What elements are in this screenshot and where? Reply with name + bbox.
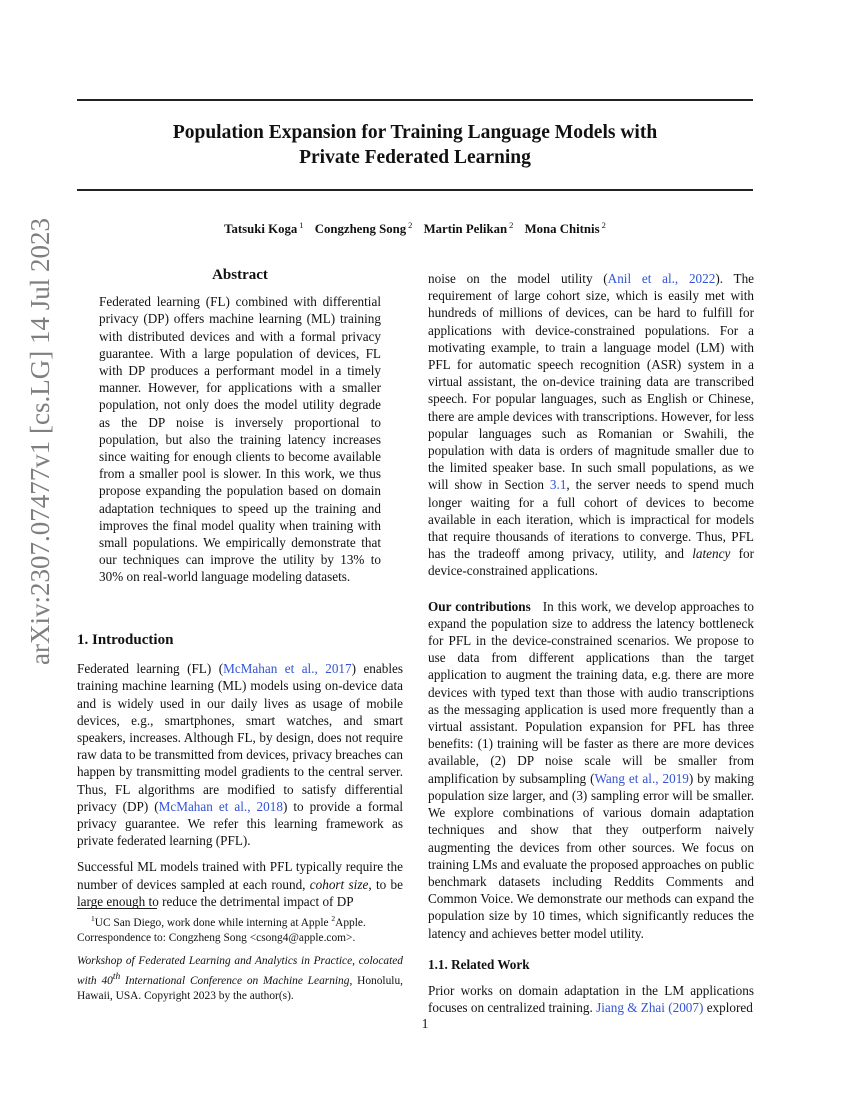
- abstract-body: Federated learning (FL) combined with differential privacy (DP) offers machine learning (ML) training with distributed devices and with a formal privacy guarantee. With a large population of devices, FL with DP produces a performant model in a timely manner. However, for applications with a smaller population, not only does the model utility degrade as the DP noise is inversely proportional to population, but also the training latency increases since waiting for enough clients to become available from a smaller pool is slower. In this work, we thus propose expanding the population based on domain adaptation techniques to speed up the training and improves the final model quality when training with small populations. We empirically demonstrate that our techniques can improve the utility by 13% to 30% on real-world language modeling datasets.: [99, 294, 381, 585]
- top-rule: [77, 99, 753, 101]
- citation-link[interactable]: McMahan et al., 2017: [223, 661, 352, 677]
- abstract-section: [77, 267, 403, 586]
- footnote-divider: [77, 908, 157, 909]
- right-column: [428, 270, 754, 1016]
- citation-link[interactable]: McMahan et al., 2018: [158, 798, 283, 814]
- arxiv-identifier: arXiv:2307.07477v1 [cs.LG] 14 Jul 2023: [25, 218, 55, 665]
- title-bottom-rule: [77, 189, 753, 191]
- author-4: Mona Chitnis $^2$: [524, 220, 606, 237]
- intro-paragraph-1: Federated learning (FL) (McMahan et al., 2017) enables training machine learning (ML) models using on-device data and is widely used in our daily lives as usage of mobile devices, e.g., smartphones, smart watches, and smart speakers, increases. Although FL, by design, does not require raw data to be transmitted from devices, privacy breaches can happen by transmitting model gradients to the central server. Thus, FL algorithms are modified to satisfy differential privacy (DP) (McMahan et al., 2018) to provide a formal privacy guarantee. We refer this learning framework as private federated learning (PFL).: [77, 661, 404, 849]
- arxiv-stamp: [20, 218, 60, 665]
- abstract-heading: Abstract: [212, 267, 268, 283]
- related-work-paragraph: Prior works on domain adaptation in the LM applications focuses on centralized training. Jiang & Zhai (2007) explored: [428, 982, 754, 1016]
- section-ref-link[interactable]: 3.1: [549, 477, 567, 493]
- author-1: Tatsuki Koga $^1$: [224, 220, 304, 237]
- citation-link[interactable]: Anil et al., 2022: [607, 271, 716, 286]
- affiliation-footnote: $^1$UC San Diego, work done while interning at Apple $^2$Apple. Correspondence to: Congzheng Song <csong4@apple.com>.: [77, 914, 366, 945]
- contributions-heading: Our contributions: [428, 598, 531, 614]
- contributions-paragraph: Our contributions In this work, we develop approaches to expand the population size to address the latency bottleneck for PFL in the device-constrained scenarios. We propose to use data from different applications than the target application to augment the training data, e.g. there are more devices with typed text than those with audio transcriptions as the messaging application is used more frequently than a virtual assistant. Population expansion for PFL has three benefits: (1) training will be faster as there are more devices available, (2) DP noise scale will be smaller from amplification by subsampling (Wang et al., 2019) by making population size larger, and (3) sampling error will be smaller. We explore combinations of various domain adaptation techniques and show that they outperform naively augmenting the devices from other sources. We focus on training LMs and evaluate the proposed approaches on public benchmark datasets including Reddits Comments and Common Voice. We demonstrate our methods can expand the population size by 10 times, which significantly reduces the latency and achieves better model utility.: [428, 598, 755, 941]
- paper-title: [77, 120, 753, 170]
- title-line-1: Population Expansion for Training Language Models with: [172, 122, 658, 143]
- author-3: Martin Pelikan $^2$: [423, 220, 514, 237]
- introduction-section: [77, 632, 403, 910]
- citation-link[interactable]: Wang et al., 2019: [594, 770, 689, 786]
- title-line-2: Private Federated Learning: [299, 147, 531, 168]
- citation-link[interactable]: Jiang & Zhai (2007): [596, 1000, 704, 1016]
- author-2: Congzheng Song $^2$: [314, 220, 413, 237]
- motivation-paragraph: noise on the model utility (Anil et al., 2022). The requirement of large cohort size, which is easily met with hundreds of millions of devices, can be hard to fulfill for applications with device-constrained populations. For a motivating example, to train a language model (LM) with PFL for automatic speech recognition (ASR) system in a virtual assistant, the on-device training data are transcribed speech. For popular languages, such as English or Chinese, there are ample devices with transcriptions. However, for less popular languages such as Romanian or Swahili, the population with data is orders of magnitude smaller due to the limited speaker base. In such small populations, as we will show in Section 3.1, the server needs to spend much longer waiting for a full cohort of devices to become available in each iteration, which is impractical for models that require thousands of iterations to converge. Thus, PFL has the tradeoff among privacy, utility, and latency for device-constrained applications.: [428, 271, 755, 579]
- author-list: [77, 220, 753, 237]
- page-number: 1: [421, 1016, 429, 1031]
- related-work-heading: 1.1. Related Work: [428, 956, 530, 972]
- introduction-heading: 1. Introduction: [77, 632, 174, 648]
- intro-paragraph-2: Successful ML models trained with PFL typically require the number of devices sampled at each round, cohort size, to be large enough to reduce the detrimental impact of DP: [77, 859, 403, 909]
- venue-note: Workshop of Federated Learning and Analytics in Practice, colocated with 40th International Conference on Machine Learning, Honolulu, Hawaii, USA. Copyright 2023 by the author(s).: [77, 955, 403, 1002]
